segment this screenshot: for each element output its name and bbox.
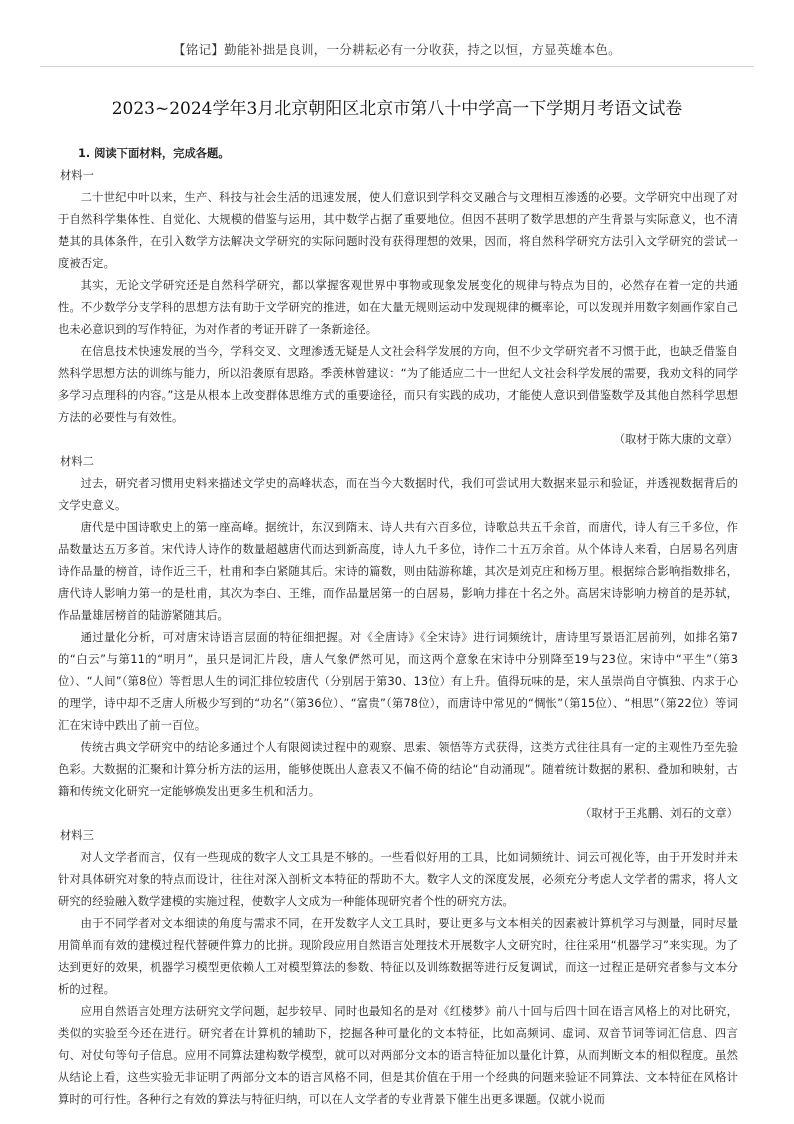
material-3-heading: 材料三 <box>60 829 94 842</box>
exam-content <box>58 143 738 1111</box>
material-2-paragraph: 通过量化分析，可对唐宋诗语言层面的特征细把握。对《全唐诗》《全宋诗》进行词频统计，唐诗里写景语汇居前列，如排名第7的“白云”与第11的“明月”，虽只是词汇片段，唐人气象俨然可见，而这两个意象在宋诗中分别降至19与23位。宋诗中“平生”（第3位）、“人间”（第8位）等哲思人生的词汇排位较唐代（分别居于第30、13位）有上升。值得玩味的是，宋人虽崇尚自守慎独、内求于心的理学，诗中却不乏唐人所极少写到的“功名”（第36位）、“富贵”（第78位），而唐诗中常见的“惆怅”（第15位）、“相思”（第22位）等词汇在宋诗中跌出了前一百位。 <box>58 631 738 732</box>
material-2-source: （取材于王兆鹏、刘石的文章） <box>579 807 738 820</box>
header-divider <box>40 66 754 67</box>
material-1-paragraph: 二十世纪中叶以来，生产、科技与社会生活的迅速发展，使人们意识到学科交叉融合与文理相互渗透的必要。文学研究中出现了对于自然科学集体性、自觉化、大规模的借鉴与运用，其中数学占据了重要地位。但因不甚明了数学思想的产生背景与实际意义，也不清楚其的具体条件，在引入数学方法解决文学研究的实际问题时没有获得理想的效果，因而，将自然科学研究方法引入文学研究的尝试一度被否定。 <box>58 191 738 270</box>
material-2-paragraph: 传统古典文学研究中的结论多通过个人有限阅读过程中的观察、思索、领悟等方式获得，这类方式往往具有一定的主观性乃至先验色彩。大数据的汇聚和计算分析方法的运用，能够使既出人意表又不偏不倚的结论“自动涌现”。随着统计数据的累积、叠加和映射，古籍和传统文化研究一定能够焕发出更多生机和活力。 <box>58 741 738 798</box>
material-2-paragraph: 过去，研究者习惯用史料来描述文学史的高峰状态，而在当今大数据时代，我们可尝试用大数据来显示和验证，并透视数据背后的文学史意义。 <box>58 477 738 512</box>
material-2-paragraph: 唐代是中国诗歌史上的第一座高峰。据统计，东汉到隋末、诗人共有六百多位，诗歌总共五千余首，而唐代，诗人有三千多位，作品数量达五万多首。宋代诗人诗作的数量超越唐代而达到新高度，诗人九千多位，诗作二十五万余首。从个体诗人来看，白居易名列唐诗作品量的榜首，诗作近三千，杜甫和李白紧随其后。宋诗的篇数，则由陆游称雄，其次是刘克庄和杨万里。根据综合影响指数排名，唐代诗人影响力第一的是杜甫，其次为李白、王维，而作品量居第一的白居易，影响力排在十名之外。高居宋诗影响力榜首的是苏轼，作品量雄居榜首的陆游紧随其后。 <box>58 521 738 622</box>
material-3-paragraph: 应用自然语言处理方法研究文学问题，起步较早、同时也最知名的是对《红楼梦》前八十回与后四十回在语言风格上的对比研究，类似的实验至今还在进行。研究者在计算机的辅助下，挖掘各种可量化的文本特征，比如高频词、虚词、双音节词等词汇信息、四言句、对仗句等句子信息。应用不同算法建构数学模型，就可以对两部分文本的语言特征加以量化计算，从而判断文本的相似程度。虽然从结论上看，这些实验无非证明了两部分文本的语言风格不同，但是其价值在于用一个经典的问题来验证不同算法、文本特征在风格计算时的可行性。各种行之有效的算法与特征归纳，可以在人文学者的专业背景下催生出更多课题。仅就小说而 <box>58 1005 738 1106</box>
material-2-heading: 材料二 <box>60 455 94 468</box>
material-1-section <box>58 165 738 451</box>
material-3-paragraph: 对人文学者而言，仅有一些现成的数字人文工具是不够的。一些看似好用的工具，比如词频统计、词云可视化等，由于开发时并未针对具体研究对象的特点而设计，往往对深入剖析文本特征的帮助不大。数字人文的深度发展，必须充分考虑人文学者的需求，将人文研究的经验融入数学建模的实施过程，使数字人文成为一种能体现研究者个性的研究方法。 <box>58 851 738 908</box>
question-instruction: 1. 阅读下面材料，完成各题。 <box>78 147 230 160</box>
material-1-paragraph: 在信息技术快速发展的当今，学科交叉、文理渗透无疑是人文社会科学发展的方向，但不少文学研究者不习惯于此，也缺乏借鉴自然科学思想方法的训练与能力，所以沿袭原有思路。季羡林曾建议：“为了能适应二十一世纪人文社会科学发展的需要，我劝文科的同学多学习点理科的内容。”这是从根本上改变群体思维方式的重要途径，而只有实践的成功，才能使人意识到借鉴数学及其他自然科学思想方法的必要性与有效性。 <box>58 345 738 424</box>
material-1-paragraph: 其实，无论文学研究还是自然科学研究，都以掌握客观世界中事物或现象发展变化的规律与特点为目的，必然存在着一定的共通性。不少数学分支学科的思想方法有助于文学研究的推进，如在大量无规则运动中发现规律的概率论，可以发现并用数字刻画作家自己也未必意识到的写作特征，为对作者的考证开辟了一条新途径。 <box>58 279 738 336</box>
exam-title: 2023~2024学年3月北京朝阳区北京市第八十中学高一下学期月考语文试卷 <box>111 99 683 119</box>
material-3-paragraph: 由于不同学者对文本细读的角度与需求不同，在开发数字人文工具时，要让更多与文本相关的因素被计算机学习与测量，同时尽量用简单而有效的建模过程代替硬件算力的比拼。现阶段应用自然语言处理技术开展数字人文研究时，往往采用“机器学习”来实现。为了达到更好的效果，机器学习模型更依赖人工对模型算法的参数、特征以及训练数据等进行反复调试，而这一过程正是研究者参与文本分析的过程。 <box>58 917 738 996</box>
material-3-section <box>58 825 738 1111</box>
material-1-source: （取材于陈大康的文章） <box>613 433 738 446</box>
material-1-heading: 材料一 <box>60 169 94 182</box>
header-motto: 【铭记】勤能补拙是良训，一分耕耘必有一分收获，持之以恒，方显英雄本色。 <box>172 42 621 57</box>
material-2-section <box>58 451 738 825</box>
